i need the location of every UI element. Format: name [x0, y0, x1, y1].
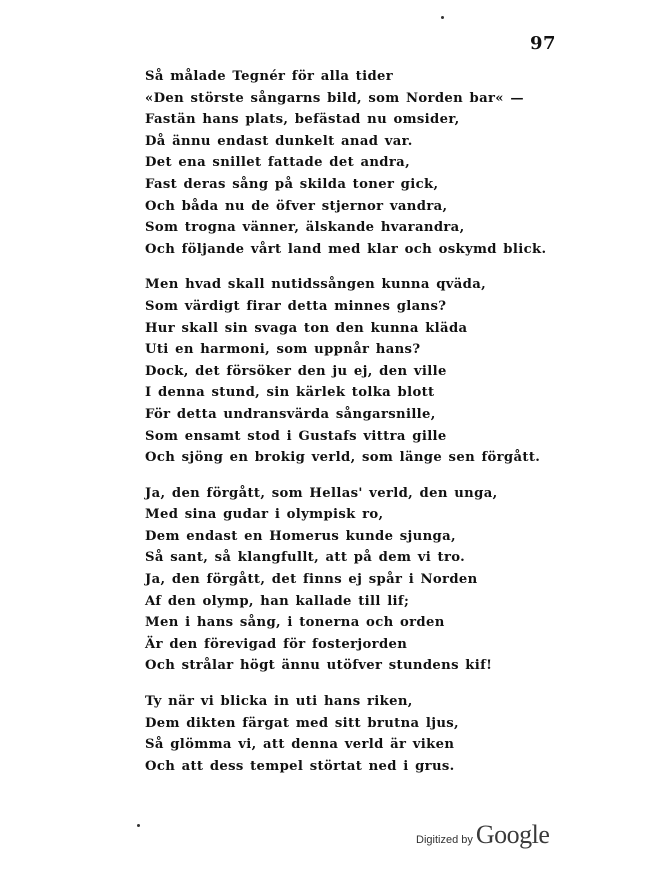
poem-line: Men i hans sång, i tonerna och orden — [145, 615, 445, 631]
poem-line: Fast deras sång på skilda toner gick, — [145, 176, 439, 192]
poem-line: Ja, den förgått, det finns ej spår i Norden — [145, 572, 478, 588]
poem-line: Ja, den förgått, som Hellas' verld, den unga, — [145, 485, 498, 501]
poem-line: För detta undransvärda sångarsnille, — [145, 406, 436, 422]
scan-speck — [137, 824, 140, 827]
poem-line: Och båda nu de öfver stjernor vandra, — [145, 198, 448, 214]
poem-line: Dem endast en Homerus kunde sjunga, — [145, 528, 456, 544]
poem-line: Af den olymp, han kallade till lif; — [145, 593, 410, 609]
stanza-2 — [145, 274, 545, 468]
poem-line: Hur skall sin svaga ton den kunna kläda — [145, 320, 468, 336]
poem-line: Och följande vårt land med klar och oskymd blick. — [145, 241, 547, 257]
stanza-1 — [145, 66, 545, 260]
page-number: 97 — [530, 33, 557, 54]
poem-line: Dem dikten färgat med sitt brutna ljus, — [145, 715, 459, 731]
poem-line: Som värdigt firar detta minnes glans? — [145, 298, 447, 314]
stanza-3 — [145, 483, 545, 677]
poem-line: Och att dess tempel störtat ned i grus. — [145, 758, 455, 774]
poem-line: Men hvad skall nutidssången kunna qväda, — [145, 277, 487, 293]
poem-line: Och sjöng en brokig verld, som länge sen förgått. — [145, 450, 541, 466]
poem-line: Och strålar högt ännu utöfver stundens kif! — [145, 658, 493, 674]
poem-line: Fastän hans plats, befästad nu omsider, — [145, 112, 460, 128]
poem-line: Ty när vi blicka in uti hans riken, — [145, 694, 413, 710]
poem-line: Dock, det försöker den ju ej, den ville — [145, 363, 447, 379]
poem-line: Så målade Tegnér för alla tider — [145, 69, 394, 84]
digitized-label: Digitized by — [416, 834, 473, 846]
poem-line: Det ena snillet fattade det andra, — [145, 155, 411, 171]
poem-line: I denna stund, sin kärlek tolka blott — [145, 385, 435, 401]
stanza-4 — [145, 691, 545, 777]
poem-line: Som ensamt stod i Gustafs vittra gille — [145, 428, 447, 444]
poem-line: Då ännu endast dunkelt anad var. — [145, 133, 413, 149]
poem-line: Med sina gudar i olympisk ro, — [145, 507, 384, 523]
poem-line: «Den störste sångarns bild, som Norden bar« — — [145, 90, 524, 106]
poem-line: Som trogna vänner, älskande hvarandra, — [145, 220, 465, 236]
poem-line: Är den förevigad för fosterjorden — [145, 636, 408, 652]
poem-line: Uti en harmoni, som uppnår hans? — [145, 342, 421, 358]
poem-line: Så glömma vi, att denna verld är viken — [145, 737, 455, 753]
poem-line: Så sant, så klangfullt, att på dem vi tro. — [145, 550, 466, 566]
digitized-by-footer — [416, 820, 549, 850]
google-logo: Google — [475, 820, 550, 849]
scan-speck — [441, 16, 444, 19]
poem-body — [145, 66, 545, 791]
